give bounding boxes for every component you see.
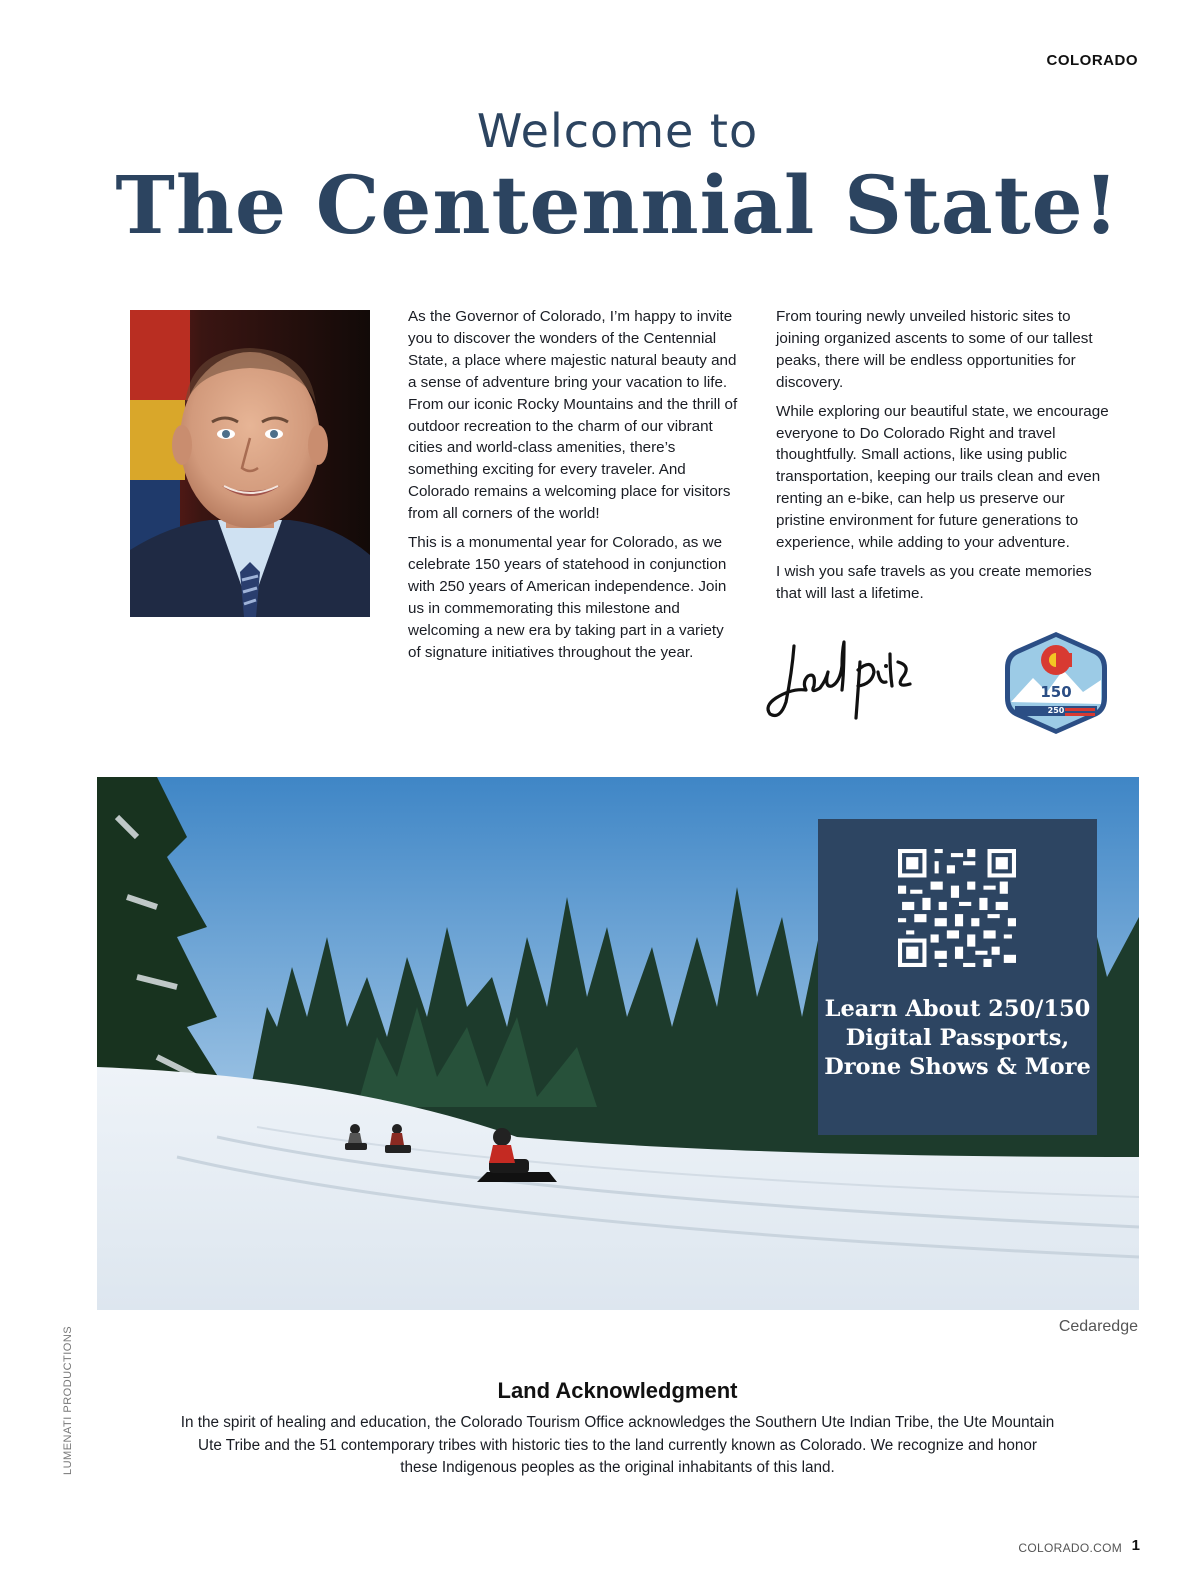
governor-signature xyxy=(762,632,922,728)
letter-paragraph: From touring newly unveiled historic sites to joining organized ascents to some of our tallest peaks, there will be endless opportunities for discovery. xyxy=(776,308,1093,391)
page-number: 1 xyxy=(1131,1537,1140,1554)
photo-credit: LUMENATI PRODUCTIONS xyxy=(62,1325,74,1475)
land-acknowledgment-text: In the spirit of healing and education, the Colorado Tourism Office acknowledges the Southern Ute Indian Tribe, the Ute Mountain Ute Tribe and the 51 contemporary tribes with historic ties to the land currently known as Colorado. We recognize and honor these Indigenous peoples as the original inhabitants of this land. xyxy=(180,1414,1055,1476)
page-title: The Centennial State! xyxy=(115,158,1120,252)
letter-paragraph: As the Governor of Colorado, I’m happy to invite you to discover the wonders of the Centennial State, a place where majestic natural beauty and a sense of adventure bring your vacation to life. From our iconic Rocky Mountains and the thrill of outdoor recreation to the charm of our vibrant cities and world-class amenities, there’s something exciting for every traveler. And Colorado remains a welcoming place for visitors from all corners of the world! xyxy=(408,308,738,523)
letter-left-column xyxy=(408,306,738,671)
photo-caption: Cedaredge xyxy=(1058,1318,1138,1335)
section-label: COLORADO xyxy=(1046,52,1138,69)
badge-number: 150 xyxy=(1040,683,1072,701)
letter-paragraph: While exploring our beautiful state, we encourage everyone to Do Colorado Right and travel thoughtfully. Small actions, like using public transportation, keeping our trails clean and even renting an e-bike, can help us preserve our pristine environment for future generations to experience, while adding to your adventure. xyxy=(776,402,1109,552)
land-acknowledgment-heading: Land Acknowledgment xyxy=(497,1378,738,1403)
letter-paragraph: This is a monumental year for Colorado, as we celebrate 150 years of statehood in conjunction with 250 years of American independence. Join us in commemorating this milestone and welcoming a new era by taking part in a variety of signature initiatives throughout the year. xyxy=(408,534,727,661)
passport-promo-card[interactable] xyxy=(818,819,1097,1135)
letter-paragraph: I wish you safe travels as you create memories that will last a lifetime. xyxy=(776,562,1092,602)
welcome-text: Welcome to xyxy=(476,104,759,158)
badge-subnumber: 250 xyxy=(1047,706,1065,715)
colorado-150-badge xyxy=(1003,630,1109,736)
footer-website: COLORADO.COM xyxy=(1018,1541,1122,1555)
promo-heading: Learn About 250/150 Digital Passports, Drone Shows & More xyxy=(824,996,1091,1080)
governor-portrait xyxy=(130,310,370,617)
letter-right-column xyxy=(776,306,1116,612)
qr-code[interactable] xyxy=(898,849,1016,967)
